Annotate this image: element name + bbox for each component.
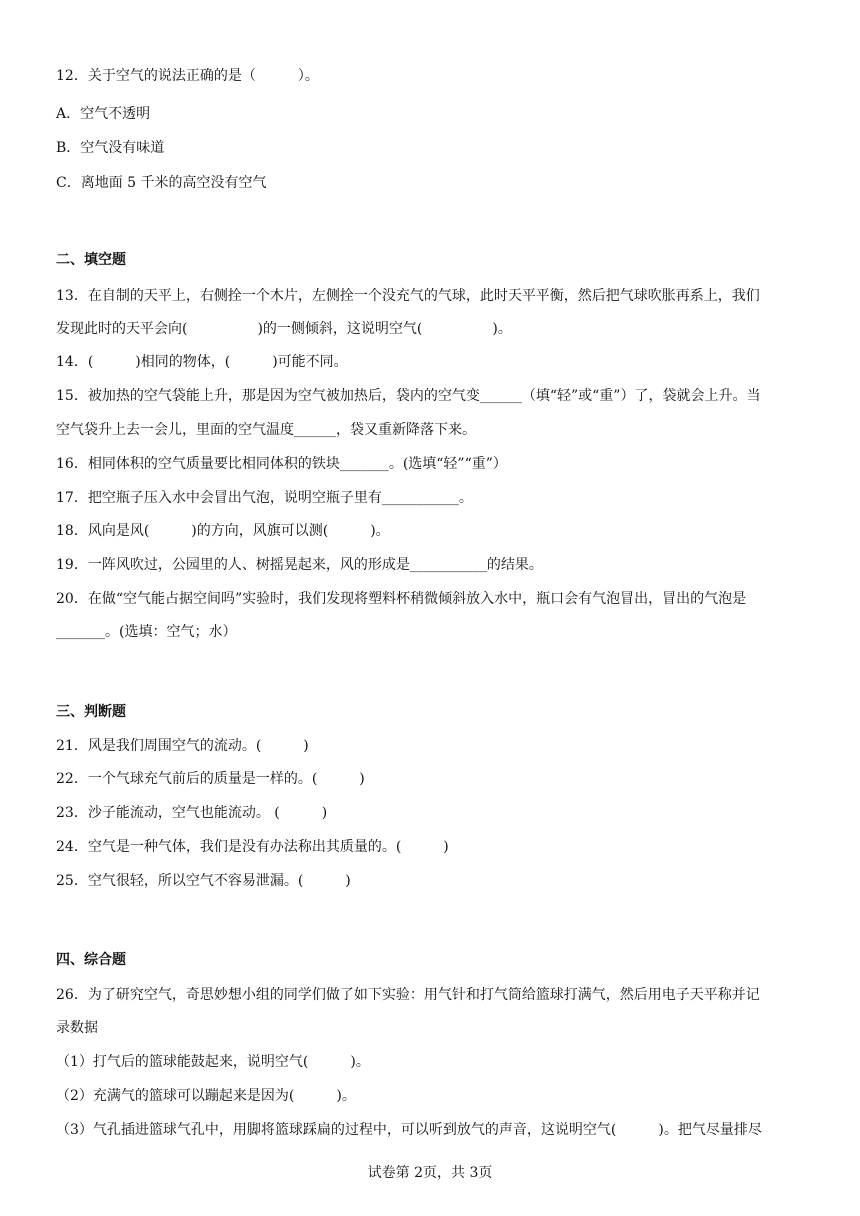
judge-line: 23．沙子能流动，空气也能流动。 ( ) <box>56 805 328 821</box>
fill-line: _______。(选填：空气；水） <box>56 624 237 640</box>
judge-line: 21．风是我们周围空气的流动。( ) <box>56 738 309 754</box>
fill-line: 发现此时的天平会向( )的一侧倾斜，这说明空气( )。 <box>56 321 512 337</box>
section-comprehensive-heading: 四、综合题 <box>56 952 126 968</box>
fill-line: 16．相同体积的空气质量要比相同体积的铁块_______。(选填“轻”“重”） <box>56 456 507 472</box>
comp-line: （2）充满气的篮球可以蹦起来是因为( )。 <box>56 1088 356 1104</box>
section-judge-heading: 三、判断题 <box>56 704 126 720</box>
comp-line: （3）气孔插进篮球气孔中，用脚将篮球踩扁的过程中，可以听到放气的声音，这说明空气( )。把气尽量排尽 <box>56 1122 762 1138</box>
judge-line: 22．一个气球充气前后的质量是一样的。( ) <box>56 771 365 787</box>
q12-option-b: B．空气没有味道 <box>56 140 165 156</box>
section-fill-heading: 二、填空题 <box>56 252 126 268</box>
q12-stem: 12．关于空气的说法正确的是（ ）。 <box>56 68 319 84</box>
page-footer: 试卷第 2页，共 3页 <box>367 1165 493 1181</box>
comp-line: 录数据 <box>56 1020 98 1036</box>
fill-line: 空气袋升上去一会儿，里面的空气温度______，袋又重新降落下来。 <box>56 422 476 438</box>
fill-line: 18．风向是风( )的方向，风旗可以测( )。 <box>56 523 390 539</box>
q12-option-c: C．离地面 5 千米的高空没有空气 <box>56 175 267 191</box>
comp-line: （1）打气后的篮球能鼓起来，说明空气( )。 <box>56 1054 370 1070</box>
fill-line: 13．在自制的天平上，右侧拴一个木片，左侧拴一个没充气的气球，此时天平平衡，然后把气球吹胀再系上，我们 <box>56 288 760 304</box>
comp-line: 26．为了研究空气，奇思妙想小组的同学们做了如下实验：用气针和打气筒给篮球打满气，然后用电子天平称并记 <box>56 987 760 1003</box>
judge-line: 25．空气很轻，所以空气不容易泄漏。( ) <box>56 873 351 889</box>
q12-option-a: A．空气不透明 <box>56 106 151 122</box>
fill-line: 17．把空瓶子压入水中会冒出气泡，说明空瓶子里有___________。 <box>56 490 473 506</box>
fill-line: 20．在做“空气能占据空间吗”实验时，我们发现将塑料杯稍微倾斜放入水中，瓶口会有气泡冒出，冒出的气泡是 <box>56 591 747 607</box>
fill-line: 15．被加热的空气袋能上升，那是因为空气被加热后，袋内的空气变______（填“轻”或“重”）了，袋就会上升。当 <box>56 388 761 404</box>
fill-line: 19．一阵风吹过，公园里的人、树摇晃起来，风的形成是___________的结果。 <box>56 557 543 573</box>
judge-line: 24．空气是一种气体，我们是没有办法称出其质量的。( ) <box>56 839 449 855</box>
fill-line: 14．( )相同的物体，( )可能不同。 <box>56 354 348 370</box>
